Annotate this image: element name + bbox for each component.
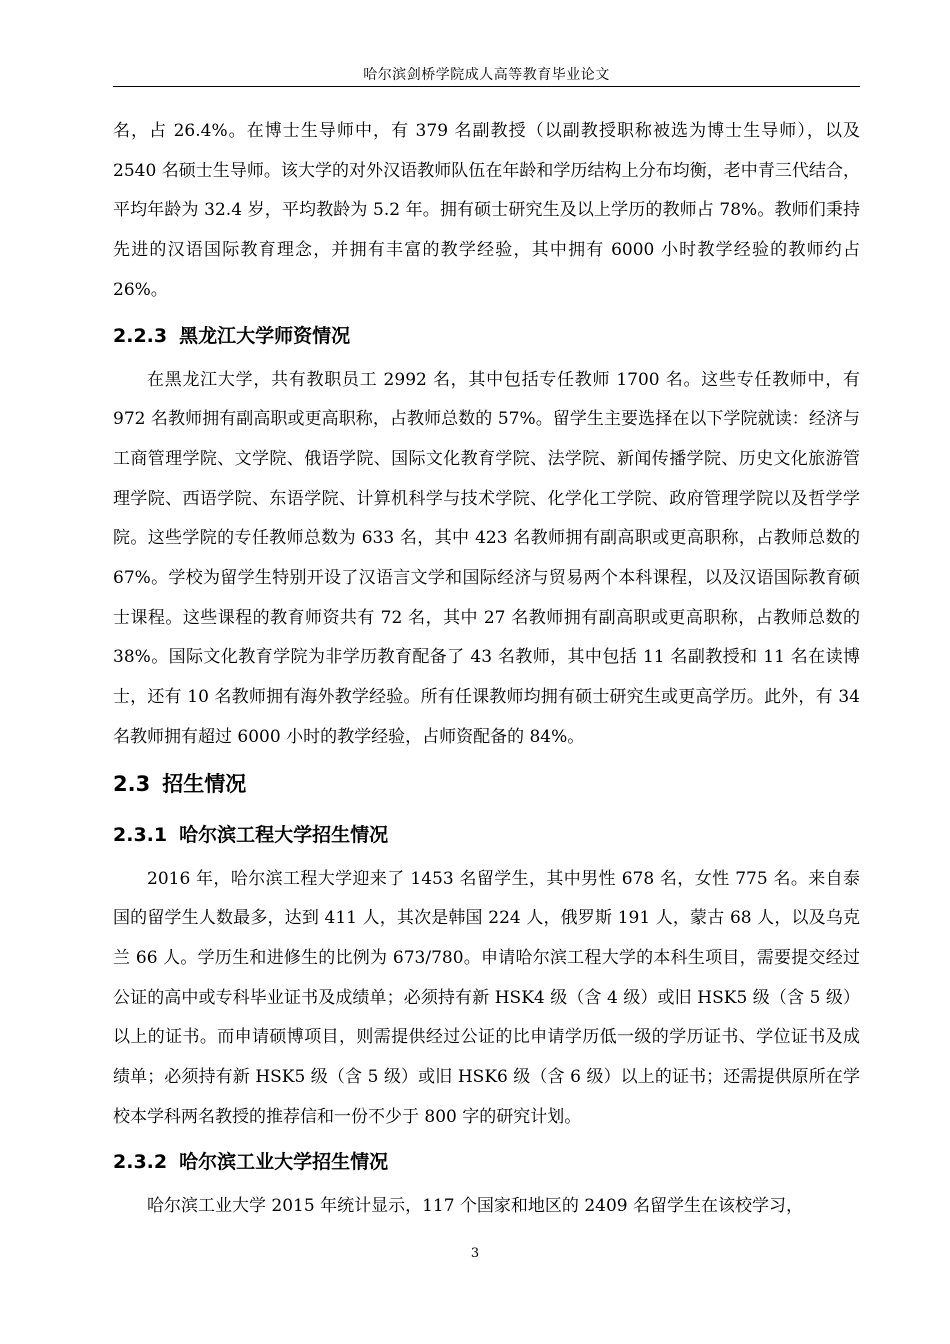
section-number: 2.3 [113,771,151,796]
paragraph-continued: 名，占 26.4%。在博士生导师中，有 379 名副教授（以副教授职称被选为博士生导师），以及 2540 名硕士生导师。该大学的对外汉语教师队伍在年龄和学历结构上分布均衡，老中青三代结合，平均年龄为 32.4 岁，平均教龄为 5.2 年。拥有硕士研究生及以上学历的教师占 78%。教师们秉持先进的汉语国际教育理念，并拥有丰富的教学经验，其中拥有 6000 小时教学经验的教师约占 26%。 [113,121,860,300]
page-content [113,112,860,1227]
section-heading-2-3-1 [113,810,860,860]
paragraph-heilongjiang-faculty: 在黑龙江大学，共有教职员工 2992 名，其中包括专任教师 1700 名。这些专任教师中，有 972 名教师拥有副高职或更高职称，占教师总数的 57%。留学生主要选择在以下学院就读：经济与工商管理学院、文学院、俄语学院、国际文化教育学院、法学院、新闻传播学院、历史文化旅游管理学院、西语学院、东语学院、计算机科学与技术学院、化学化工学院、政府管理学院以及哲学学院。这些学院的专任教师总数为 633 名，其中 423 名教师拥有副高职或更高职称，占教师总数的 67%。学校为留学生特别开设了汉语言文学和国际经济与贸易两个本科课程，以及汉语国际教育硕士课程。这些课程的教育师资共有 72 名，其中 27 名教师拥有副高职或更高职称，占教师总数的 38%。国际文化教育学院为非学历教育配备了 43 名教师，其中包括 11 名副教授和 11 名在读博士，还有 10 名教师拥有海外教学经验。所有任课教师均拥有硕士研究生或更高学历。此外，有 34 名教师拥有超过 6000 小时的教学经验，占师资配备的 84%。 [113,369,860,747]
paragraph-hit-admissions: 哈尔滨工业大学 2015 年统计显示，117 个国家和地区的 2409 名留学生在该校学习， [147,1196,803,1217]
header-title: 哈尔滨剑桥学院成人高等教育毕业论文 [363,67,610,83]
section-number: 2.3.1 [113,823,168,846]
section-title: 哈尔滨工程大学招生情况 [179,823,389,846]
paragraph-heu-admissions: 2016 年，哈尔滨工程大学迎来了 1453 名留学生，其中男性 678 名，女性 775 名。来自泰国的留学生人数最多，达到 411 人，其次是韩国 224 人，俄罗斯 191 人，蒙古 68 人，以及乌克兰 66 人。学历生和进修生的比例为 673/780。申请哈尔滨工程大学的本科生项目，需要提交经过公证的高中或专科毕业证书及成绩单；必须持有新 HSK4 级（含 4 级）或旧 HSK5 级（含 5 级）以上的证书。而申请硕博项目，则需提供经过公证的比申请学历低一级的学历证书、学位证书及成绩单；必须持有新 HSK5 级（含 5 级）或旧 HSK6 级（含 6 级）以上的证书；还需提供原所在学校本学科两名教授的推荐信和一份不少于 800 字的研究计划。 [113,868,860,1127]
page-number: 3 [470,1246,480,1261]
page-header [113,64,860,87]
section-heading-2-3-2 [113,1137,860,1187]
section-number: 2.2.3 [113,324,168,347]
section-heading-2-2-3 [113,311,860,361]
section-title: 招生情况 [162,771,247,796]
section-heading-2-3 [113,758,860,810]
section-title: 哈尔滨工业大学招生情况 [179,1151,389,1174]
section-title: 黑龙江大学师资情况 [179,324,351,347]
section-number: 2.3.2 [113,1151,168,1174]
